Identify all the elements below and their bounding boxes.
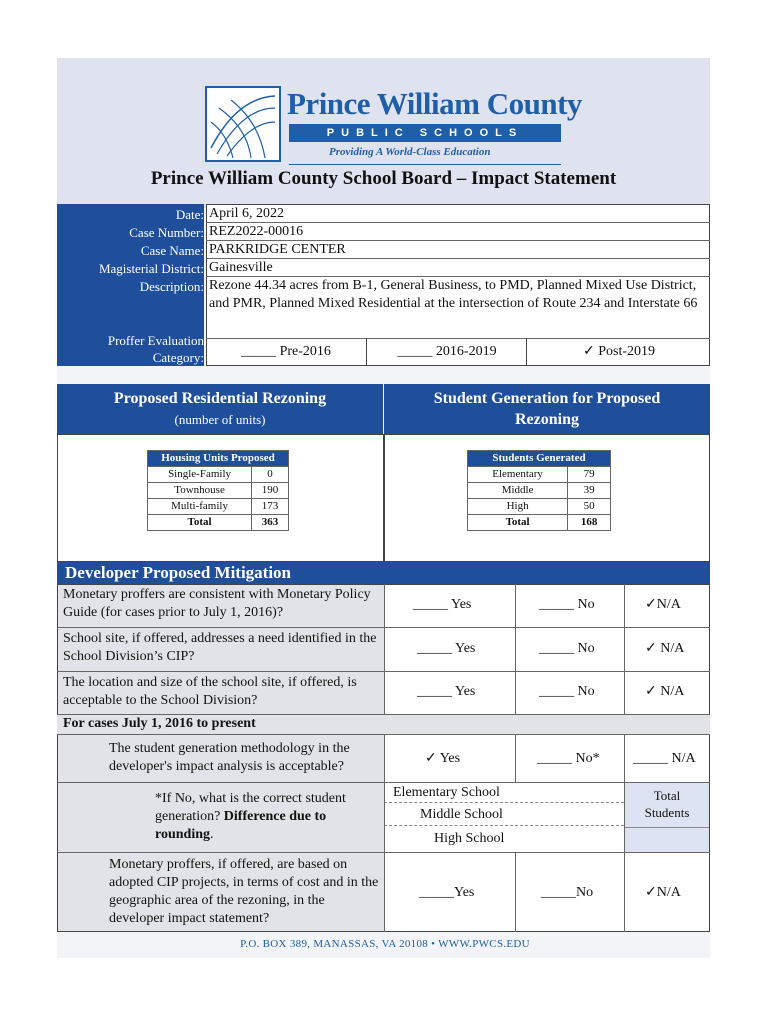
q4-no: _____ No*: [537, 751, 600, 766]
high-school-label: High School: [434, 831, 505, 846]
row-value: 190: [252, 483, 289, 499]
total-students-label-1: Total: [653, 788, 681, 803]
description-label: Description:: [139, 279, 204, 294]
table-row: [148, 483, 289, 499]
q4-text: The student generation methodology in the developer's impact analysis is acceptable?: [109, 741, 350, 774]
case-number-label: Case Number:: [129, 225, 204, 240]
student-gen-heading-1: Student Generation for Proposed: [433, 390, 661, 407]
column-divider: [624, 584, 625, 714]
elementary-school-label: Elementary School: [393, 785, 500, 800]
total-students-label-2: Students: [644, 805, 690, 820]
logo-rule: [289, 164, 561, 165]
student-gen-heading-2: Rezoning: [515, 411, 579, 428]
q3-na: ✓ N/A: [645, 684, 685, 699]
table-row: [148, 515, 289, 531]
column-divider: [384, 734, 385, 932]
q1-text: Monetary proffers are consistent with Monetary Policy Guide (for cases prior to July 1, 2016)?: [63, 587, 371, 620]
info-label-column: [57, 204, 204, 366]
document-page: [57, 58, 710, 958]
case-name-value: PARKRIDGE CENTER: [209, 242, 346, 257]
date-label: Date:: [175, 207, 204, 222]
q2-yes: _____ Yes: [417, 641, 476, 656]
table-row: [148, 467, 289, 483]
row-value: 50: [568, 499, 611, 515]
q1-yes: _____ Yes: [413, 597, 472, 612]
dashed-divider: [384, 825, 624, 826]
cases-subheading: For cases July 1, 2016 to present: [63, 716, 256, 731]
date-value: April 6, 2022: [209, 206, 285, 221]
row-label: Total: [468, 515, 568, 531]
mitigation-header: [57, 562, 710, 584]
logo-subtitle: PUBLIC SCHOOLS: [289, 124, 561, 142]
q2-text: School site, if offered, addresses a need identified in the School Division’s CIP?: [63, 631, 377, 664]
pwcs-logo: [205, 86, 582, 166]
q2-no: _____ No: [539, 641, 595, 656]
globe-logo-icon: [205, 86, 281, 162]
row-label: Multi-family: [148, 499, 252, 515]
row-label: Single-Family: [148, 467, 252, 483]
category-2016-2019: _____ 2016-2019: [366, 338, 527, 366]
category-pre-2016: _____ Pre-2016: [241, 344, 331, 359]
q6-yes: _____Yes: [419, 885, 475, 900]
table-row: [468, 515, 611, 531]
row-value: 0: [252, 467, 289, 483]
residential-subheading: (number of units): [174, 412, 266, 427]
row-label: High: [468, 499, 568, 515]
q2-na: ✓ N/A: [645, 641, 685, 656]
row-label: Total: [148, 515, 252, 531]
q5-text-a: *If No, what is the correct student generation?: [155, 791, 346, 824]
page-title: Prince William County School Board – Impact Statement: [150, 168, 617, 189]
mitigation-heading: Developer Proposed Mitigation: [65, 563, 292, 582]
q5-text-bold: Difference due to rounding: [155, 809, 327, 842]
district-value: Gainesville: [209, 260, 273, 275]
row-value: 363: [252, 515, 289, 531]
description-value: Rezone 44.34 acres from B-1, General Business, to PMD, Planned Mixed Use District, and PMR, Planned Mixed Residential at the intersection of Route 234 and Interstate 66: [209, 278, 698, 311]
students-table-header: Students Generated: [468, 451, 611, 467]
q6-na: ✓N/A: [645, 885, 681, 900]
row-value: 168: [568, 515, 611, 531]
q6-text: Monetary proffers, if offered, are based on adopted CIP projects, in terms of cost and in the geographic area of the rezoning, in the developer impact statement?: [109, 857, 379, 926]
district-label: Magisterial District:: [98, 261, 204, 276]
footer-address: P.O. BOX 389, MANASSAS, VA 20108 • WWW.PWCS.EDU: [240, 938, 530, 950]
q5-text-c: .: [210, 827, 214, 842]
q5-text: [155, 790, 375, 844]
q1-na: ✓N/A: [645, 597, 681, 612]
row-label: Elementary: [468, 467, 568, 483]
table-row: [148, 499, 289, 515]
proffer-label-1: Proffer Evaluation: [107, 333, 204, 348]
q4-yes: ✓ Yes: [425, 751, 461, 766]
residential-header: [57, 384, 383, 434]
q1-no: _____ No: [539, 597, 595, 612]
middle-school-label: Middle School: [420, 807, 503, 822]
q3-yes: _____ Yes: [417, 684, 476, 699]
logo-tagline: Providing A World-Class Education: [329, 146, 491, 158]
total-students-value: [625, 827, 709, 853]
case-number-value: REZ2022-00016: [209, 224, 304, 239]
student-gen-header: [384, 384, 710, 434]
table-row: [468, 499, 611, 515]
column-divider: [515, 734, 516, 782]
q6-no: _____No: [541, 885, 594, 900]
row-label: Townhouse: [148, 483, 252, 499]
column-divider: [384, 584, 385, 714]
case-name-label: Case Name:: [140, 243, 204, 258]
students-generated-table: [467, 450, 611, 531]
column-divider: [515, 584, 516, 714]
proffer-label-2: Category:: [152, 350, 204, 365]
table-row: [468, 483, 611, 499]
column-divider: [515, 852, 516, 932]
row-value: 39: [568, 483, 611, 499]
q3-no: _____ No: [539, 684, 595, 699]
row-label: Middle: [468, 483, 568, 499]
category-post-2019: ✓ Post-2019: [526, 338, 711, 366]
housing-table-header: Housing Units Proposed: [148, 451, 289, 467]
q3-text: The location and size of the school site, if offered, is acceptable to the School Division?: [63, 675, 357, 708]
column-divider: [624, 734, 625, 932]
q4-na: _____ N/A: [633, 751, 696, 766]
logo-name: Prince William County: [287, 86, 582, 121]
table-row: [468, 467, 611, 483]
row-value: 173: [252, 499, 289, 515]
dashed-divider: [384, 802, 624, 803]
housing-units-table: [147, 450, 289, 531]
row-value: 79: [568, 467, 611, 483]
residential-heading: Proposed Residential Rezoning: [113, 390, 327, 407]
